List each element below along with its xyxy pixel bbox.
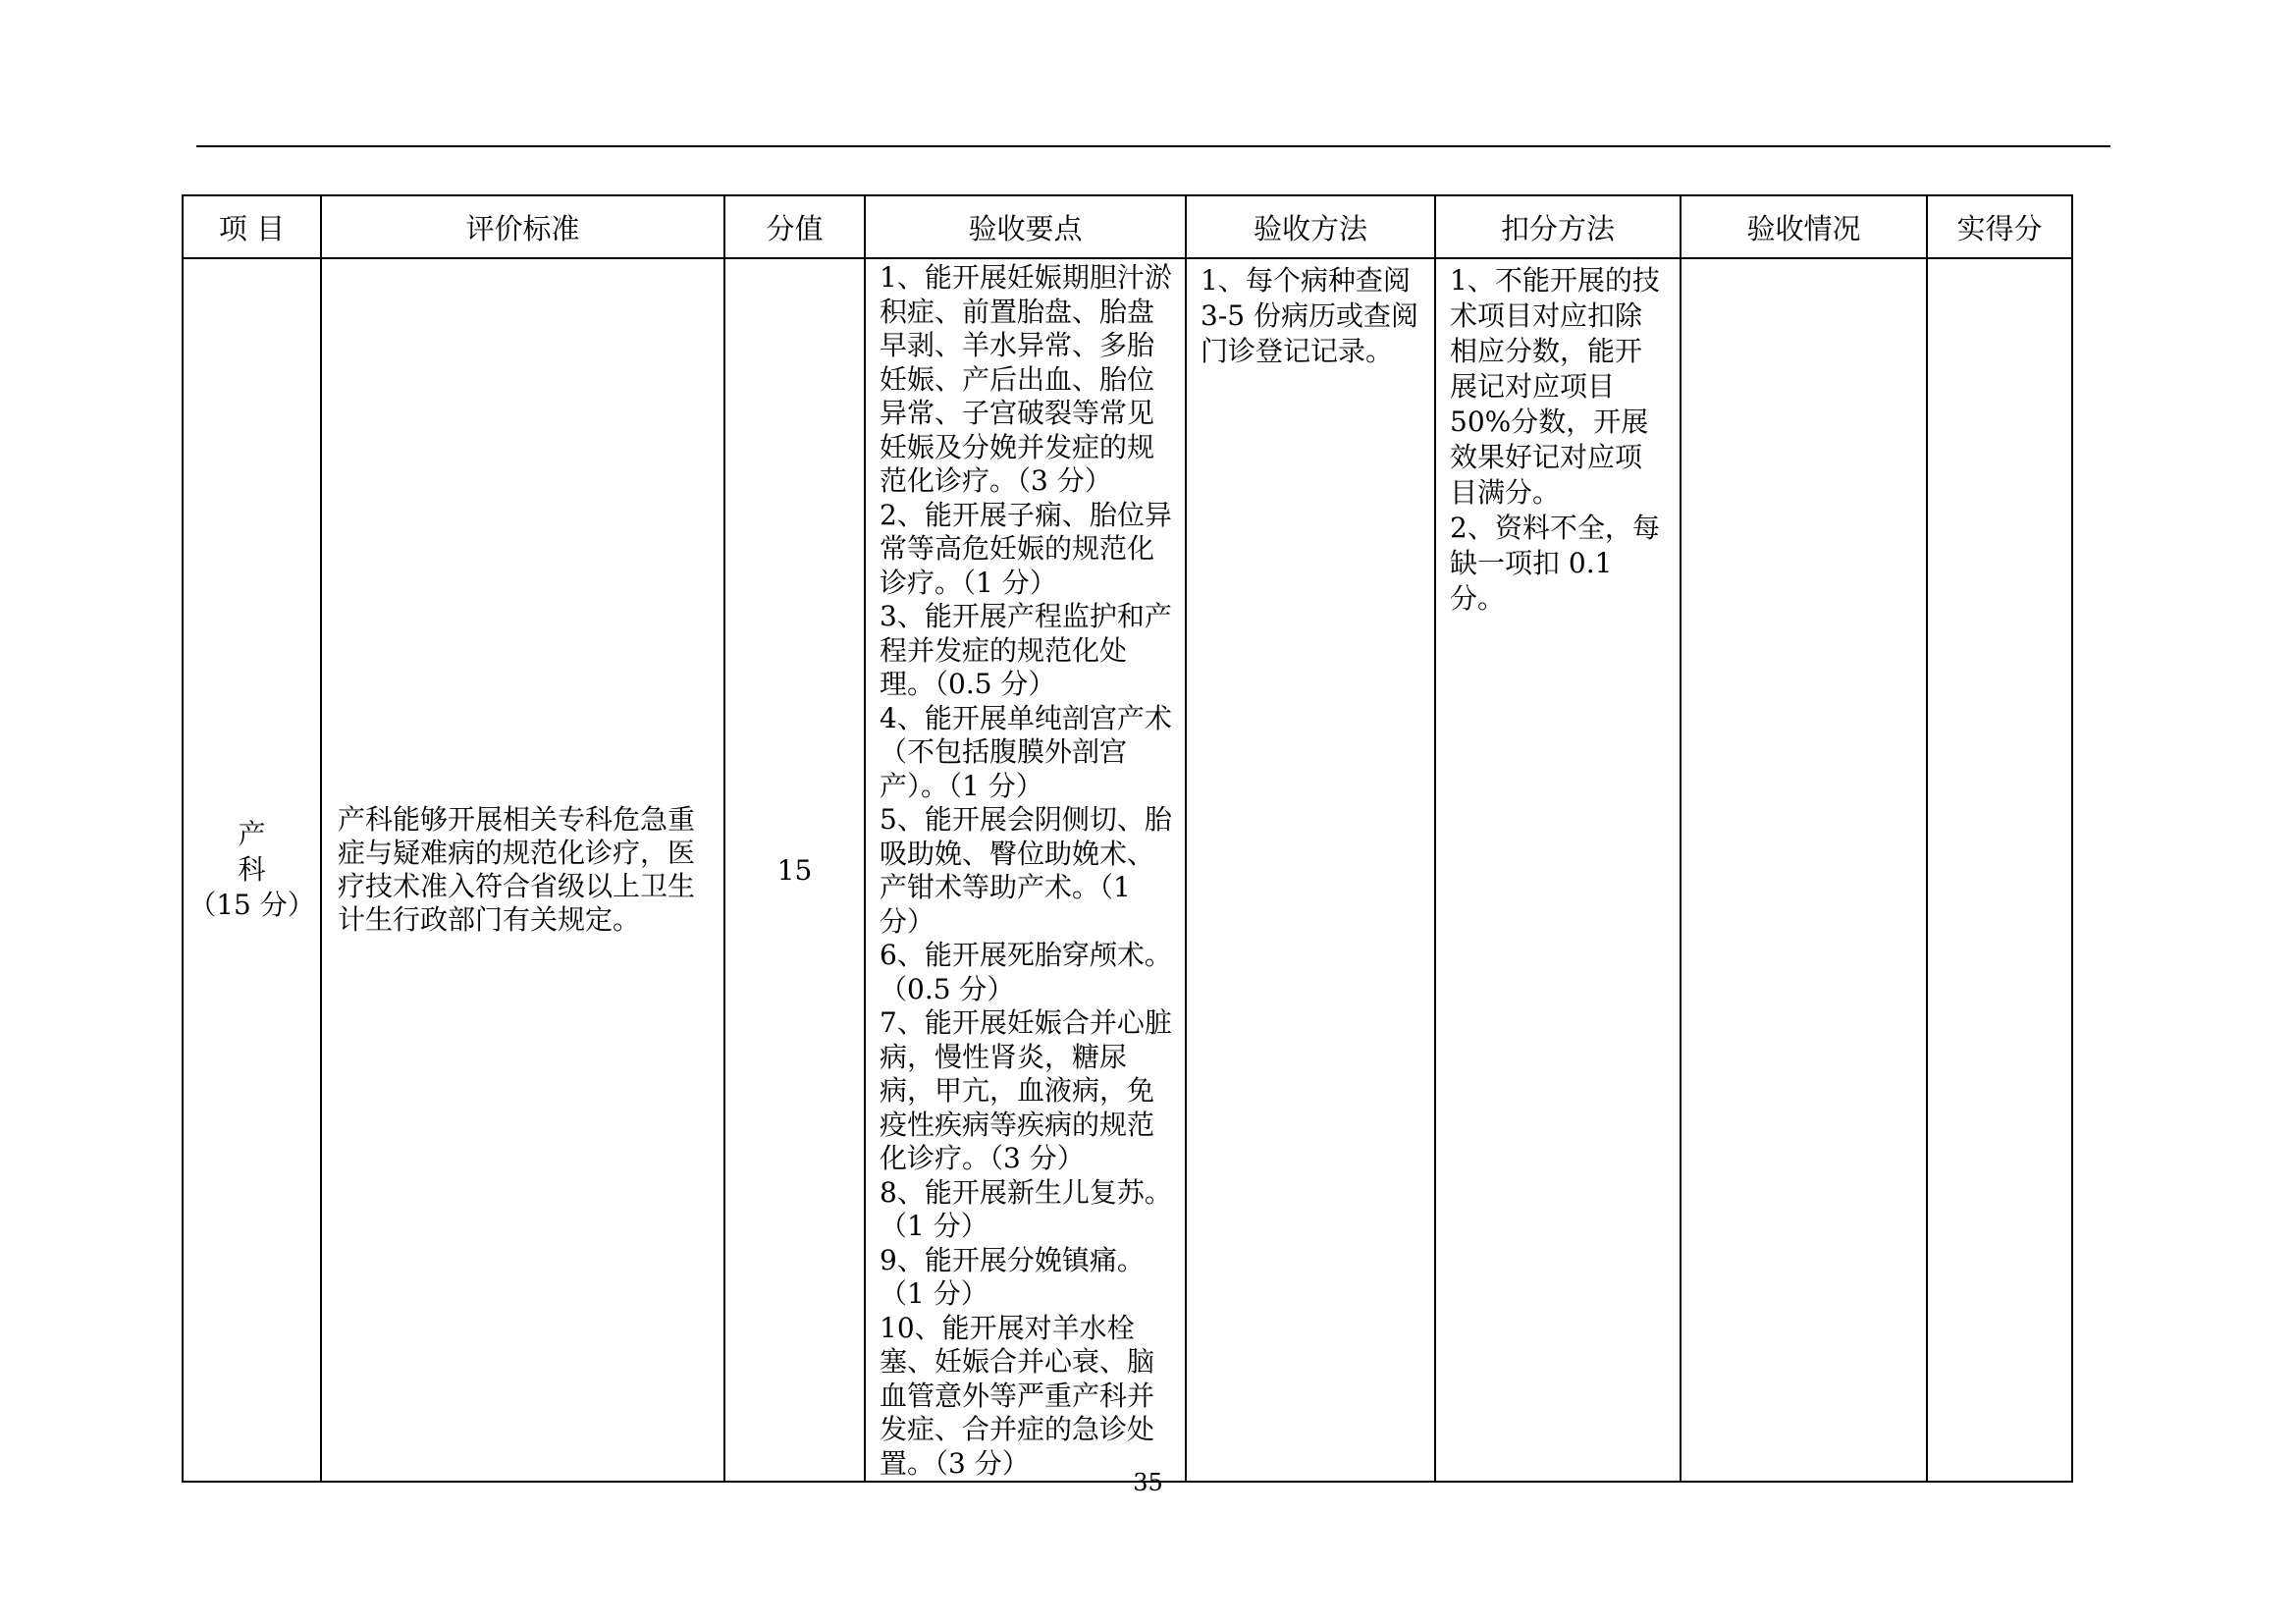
key-point: 5、能开展会阴侧切、胎吸助娩、臀位助娩术、产钳术等助产术。（1 分） (880, 803, 1172, 938)
criteria-cell: 产科能够开展相关专科危急重症与疑难病的规范化诊疗，医疗技术准入符合省级以上卫生计生行政部门有关规定。 (321, 258, 724, 1482)
deduction-cell (1435, 258, 1681, 1482)
page-number: 35 (1133, 1469, 1163, 1496)
method-cell: 1、每个病种查阅 3-5 份病历或查阅门诊登记记录。 (1186, 258, 1435, 1482)
deduction-rule: 2、资料不全，每缺一项扣 0.1 分。 (1450, 512, 1660, 615)
key-point: 4、能开展单纯剖宫产术（不包括腹膜外剖宫产）。（1 分） (880, 701, 1172, 802)
status-cell (1681, 258, 1927, 1482)
header-key-points: 验收要点 (865, 195, 1186, 258)
header-item: 项 目 (183, 195, 321, 258)
key-point: 9、能开展分娩镇痛。（1 分） (880, 1243, 1145, 1310)
header-method: 验收方法 (1186, 195, 1435, 258)
actual-score-cell (1927, 258, 2072, 1482)
header-score: 分值 (724, 195, 865, 258)
table-row (183, 258, 2072, 1482)
score-cell: 15 (724, 258, 865, 1482)
evaluation-table (182, 194, 2073, 1483)
header-actual-score: 实得分 (1927, 195, 2072, 258)
item-line: 产 (238, 818, 266, 850)
key-point: 3、能开展产程监护和产程并发症的规范化处理。（0.5 分） (880, 600, 1172, 700)
header-criteria: 评价标准 (321, 195, 724, 258)
deduction-rule: 1、不能开展的技术项目对应扣除相应分数，能开展记对应项目50%分数，开展效果好记对应项目满分。 (1450, 264, 1660, 509)
header-deduction: 扣分方法 (1435, 195, 1681, 258)
table-header-row (183, 195, 2072, 258)
key-point: 6、能开展死胎穿颅术。（0.5 分） (880, 939, 1172, 1005)
header-status: 验收情况 (1681, 195, 1927, 258)
key-point: 7、能开展妊娠合并心脏病，慢性肾炎，糖尿病，甲亢，血液病，免疫性疾病等疾病的规范化诊疗。（3 分） (880, 1006, 1172, 1174)
item-cell (183, 258, 321, 1482)
key-point: 1、能开展妊娠期胆汁淤积症、前置胎盘、胎盘早剥、羊水异常、多胎妊娠、产后出血、胎位异常、子宫破裂等常见妊娠及分娩并发症的规范化诊疗。（3 分） (880, 261, 1172, 497)
key-point: 8、能开展新生儿复苏。（1 分） (880, 1175, 1172, 1242)
key-point: 10、能开展对羊水栓塞、妊娠合并心衰、脑血管意外等严重产科并发症、合并症的急诊处置。（3 分） (880, 1311, 1155, 1480)
header-rule (196, 145, 2110, 147)
item-line: 科 (238, 853, 266, 886)
item-score-line: （15 分） (188, 889, 315, 921)
key-points-cell (865, 258, 1186, 1482)
key-point: 2、能开展子痫、胎位异常等高危妊娠的规范化诊疗。（1 分） (880, 498, 1172, 599)
